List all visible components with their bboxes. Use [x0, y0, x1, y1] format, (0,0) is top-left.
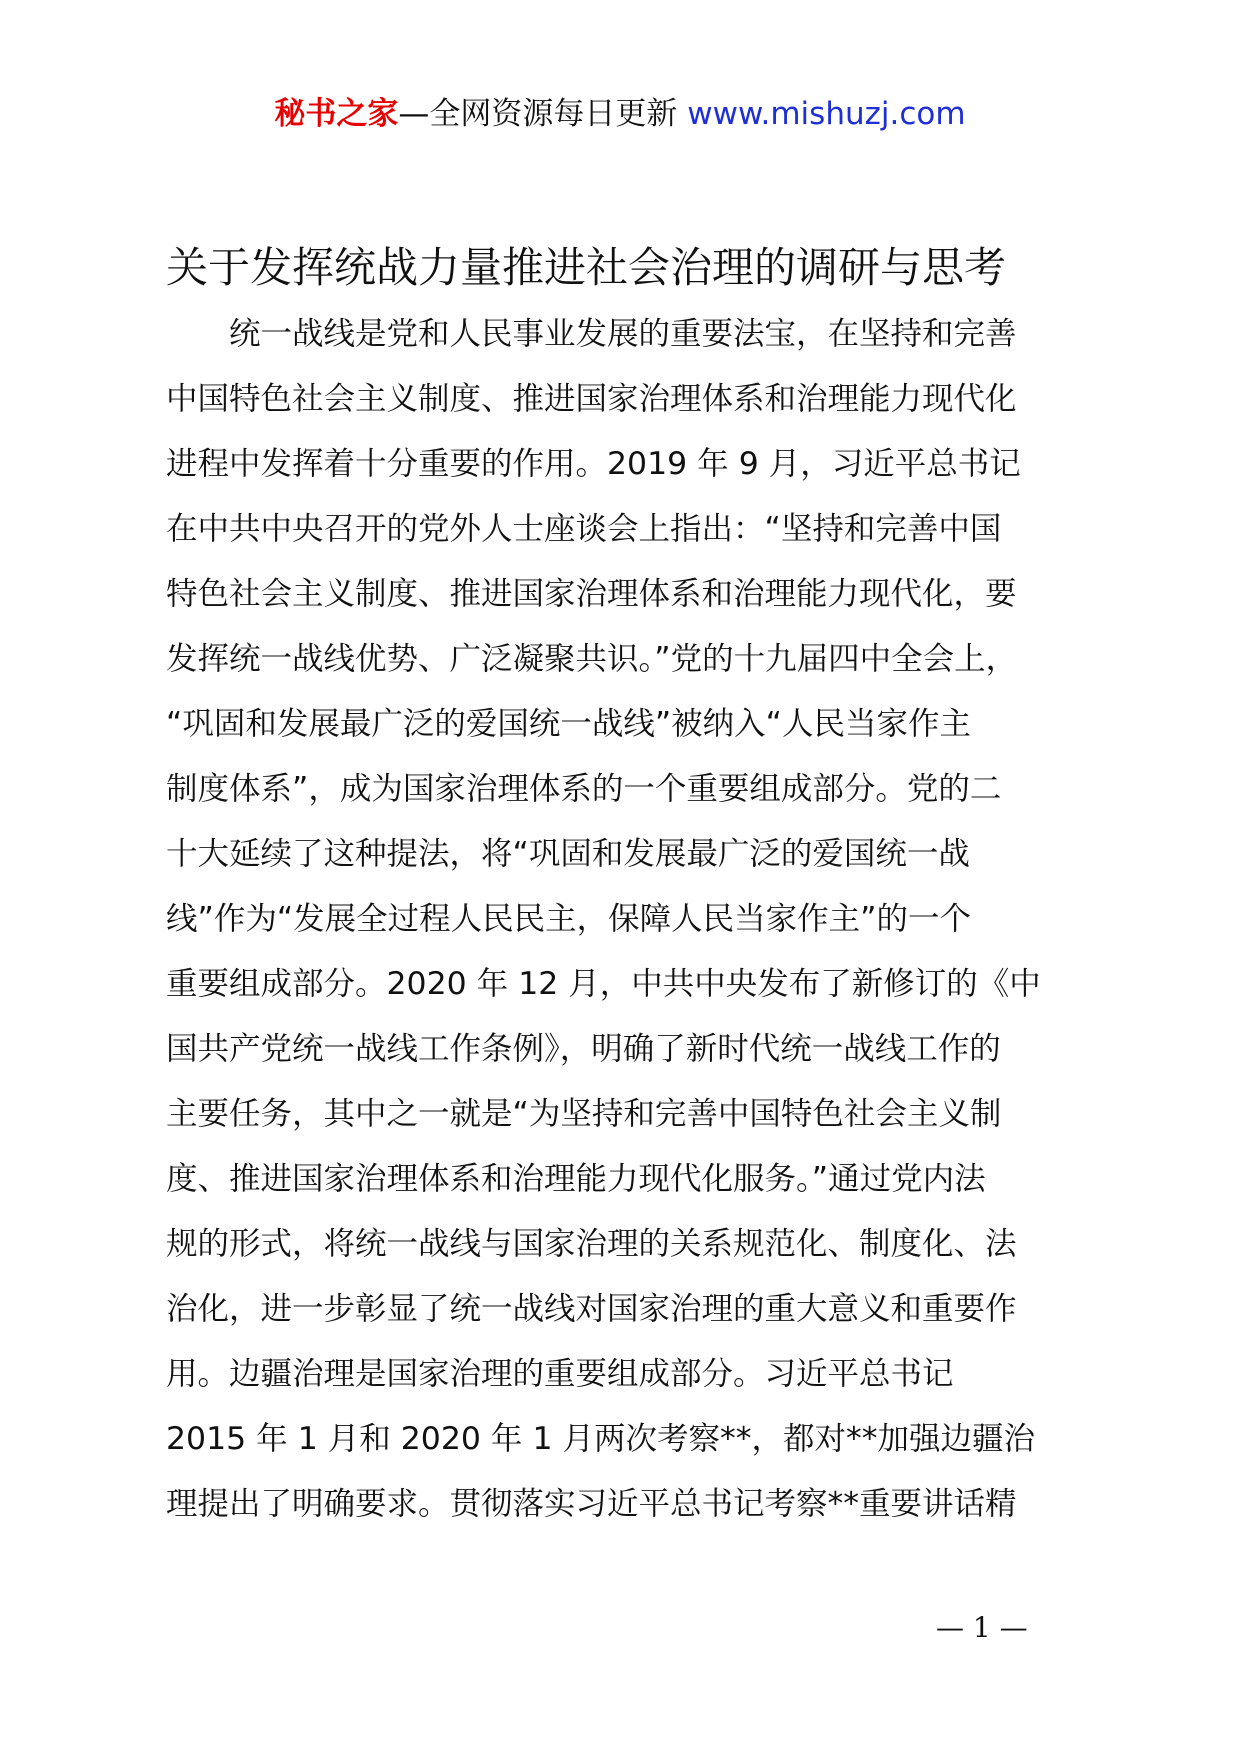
body-line: 规的形式，将统一战线与国家治理的关系规范化、制度化、法: [166, 1226, 1017, 1262]
site-tagline: —全网资源每日更新: [398, 96, 688, 132]
body-line: 用。边疆治理是国家治理的重要组成部分。习近平总书记: [166, 1356, 954, 1392]
body-line: 中国特色社会主义制度、推进国家治理体系和治理能力现代化: [166, 381, 1017, 417]
body-line: 重要组成部分。2020 年 12 月，中共中央发布了新修订的《中: [166, 966, 1041, 1002]
body-line: 十大延续了这种提法，将“巩固和发展最广泛的爱国统一战: [166, 836, 970, 872]
body-line: 在中共中央召开的党外人士座谈会上指出：“坚持和完善中国: [166, 511, 1002, 547]
site-header: [0, 92, 1240, 136]
body-line: 治化，进一步彰显了统一战线对国家治理的重大意义和重要作: [166, 1291, 1017, 1327]
document-body: [166, 302, 1106, 1537]
document-title: 关于发挥统战力量推进社会治理的调研与思考: [166, 243, 1007, 292]
body-line: 进程中发挥着十分重要的作用。2019 年 9 月，习近平总书记: [166, 446, 1021, 482]
body-line: 制度体系”，成为国家治理体系的一个重要组成部分。党的二: [166, 771, 1002, 807]
body-line: 发挥统一战线优势、广泛凝聚共识。”党的十九届四中全会上，: [166, 641, 1018, 677]
body-line: 统一战线是党和人民事业发展的重要法宝，在坚持和完善: [166, 316, 1017, 352]
site-url-link[interactable]: www.mishuzj.com: [687, 96, 966, 132]
site-brand: 秘书之家: [274, 96, 399, 132]
body-line: “巩固和发展最广泛的爱国统一战线”被纳入“人民当家作主: [166, 706, 971, 742]
body-line: 线”作为“发展全过程人民民主，保障人民当家作主”的一个: [166, 901, 971, 937]
body-line: 国共产党统一战线工作条例》，明确了新时代统一战线工作的: [166, 1031, 1001, 1067]
body-line: 特色社会主义制度、推进国家治理体系和治理能力现代化，要: [166, 576, 1017, 612]
body-line: 2015 年 1 月和 2020 年 1 月两次考察**，都对**加强边疆治: [166, 1421, 1036, 1457]
body-line: 度、推进国家治理体系和治理能力现代化服务。”通过党内法: [166, 1161, 986, 1197]
body-line: 主要任务，其中之一就是“为坚持和完善中国特色社会主义制: [166, 1096, 1002, 1132]
body-line: 理提出了明确要求。贯彻落实习近平总书记考察**重要讲话精: [166, 1486, 1017, 1522]
page-number: — 1 —: [936, 1611, 1028, 1644]
